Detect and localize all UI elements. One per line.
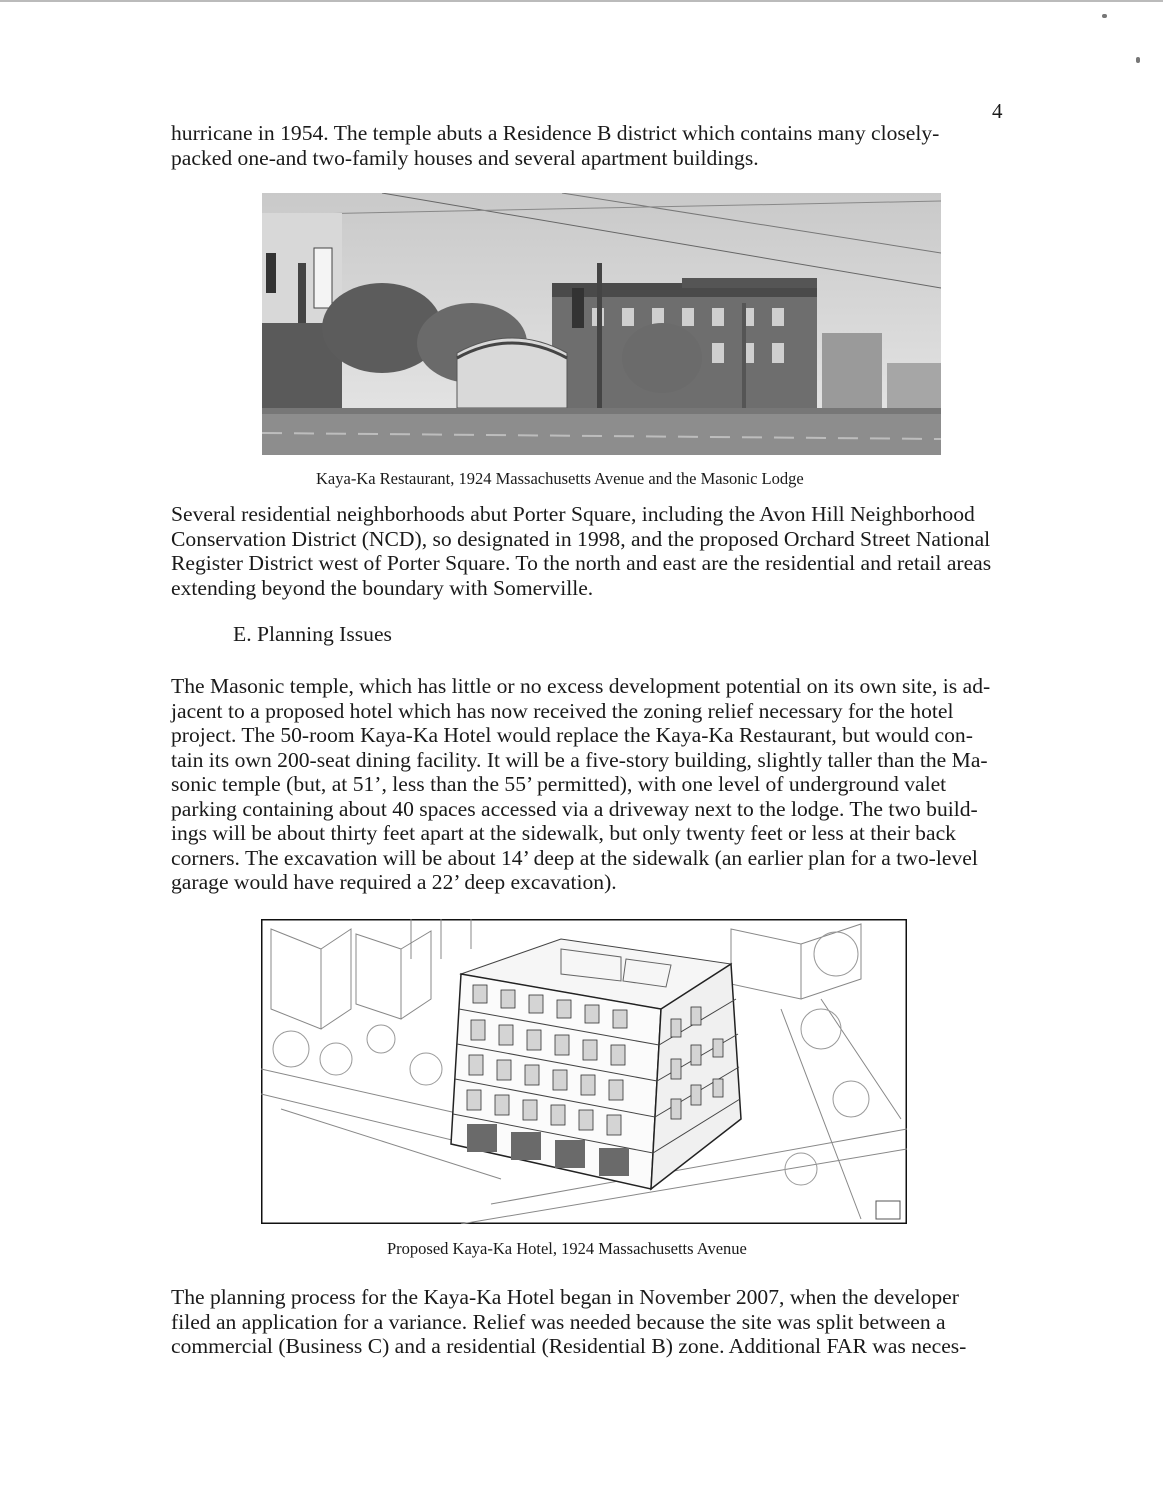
restaurant-photo <box>262 193 941 455</box>
text-line: jacent to a proposed hotel which has now received the zoning relief necessary for the hotel <box>171 698 954 723</box>
text-line: parking containing about 40 spaces accessed via a driveway next to the lodge. The two build- <box>171 796 978 821</box>
paragraph-intro <box>171 121 939 170</box>
rendering-caption: Proposed Kaya-Ka Hotel, 1924 Massachusetts Avenue <box>387 1239 747 1258</box>
paragraph-process <box>171 1285 966 1359</box>
scan-artifact-mark <box>1102 14 1107 18</box>
scan-artifact-mark <box>1136 57 1140 63</box>
text-line: Register District west of Porter Square. To the north and east are the residential and retail areas <box>171 551 992 575</box>
text-line: packed one-and two-family houses and several apartment buildings. <box>171 145 759 170</box>
text-line: Conservation District (NCD), so designated in 1998, and the proposed Orchard Street National <box>171 526 991 551</box>
hotel-rendering <box>261 919 907 1224</box>
text-line: commercial (Business C) and a residential (Residential B) zone. Additional FAR was neces- <box>171 1334 967 1358</box>
text-line: project. The 50-room Kaya-Ka Hotel would replace the Kaya-Ka Restaurant, but would con- <box>171 723 973 747</box>
section-heading: E. Planning Issues <box>233 622 392 646</box>
paragraph-neighborhoods <box>171 502 991 600</box>
text-line: filed an application for a variance. Relief was needed because the site was split between a <box>171 1309 946 1334</box>
text-line: ings will be about thirty feet apart at the sidewalk, but only twenty feet or less at their back <box>171 821 956 845</box>
text-line: extending beyond the boundary with Somerville. <box>171 575 594 600</box>
text-line: tain its own 200-seat dining facility. It will be a five-story building, slightly taller than the Ma- <box>171 747 988 772</box>
text-line: The Masonic temple, which has little or no excess development potential on its own site, is ad- <box>171 674 991 698</box>
text-line: hurricane in 1954. The temple abuts a Residence B district which contains many closely- <box>171 121 940 145</box>
text-line: garage would have required a 22’ deep excavation). <box>171 870 617 894</box>
text-line: corners. The excavation will be about 14’ deep at the sidewalk (an earlier plan for a two-level <box>171 845 978 870</box>
photo-caption: Kaya-Ka Restaurant, 1924 Massachusetts Avenue and the Masonic Lodge <box>316 469 804 488</box>
text-line: sonic temple (but, at 51’, less than the 55’ permitted), with one level of underground valet <box>171 772 947 796</box>
page-number: 4 <box>992 99 1003 123</box>
scan-top-edge <box>0 0 1163 2</box>
paragraph-planning <box>171 674 990 895</box>
text-line: Several residential neighborhoods abut Porter Square, including the Avon Hill Neighborhood <box>171 502 975 526</box>
text-line: The planning process for the Kaya-Ka Hotel began in November 2007, when the developer <box>171 1285 959 1309</box>
